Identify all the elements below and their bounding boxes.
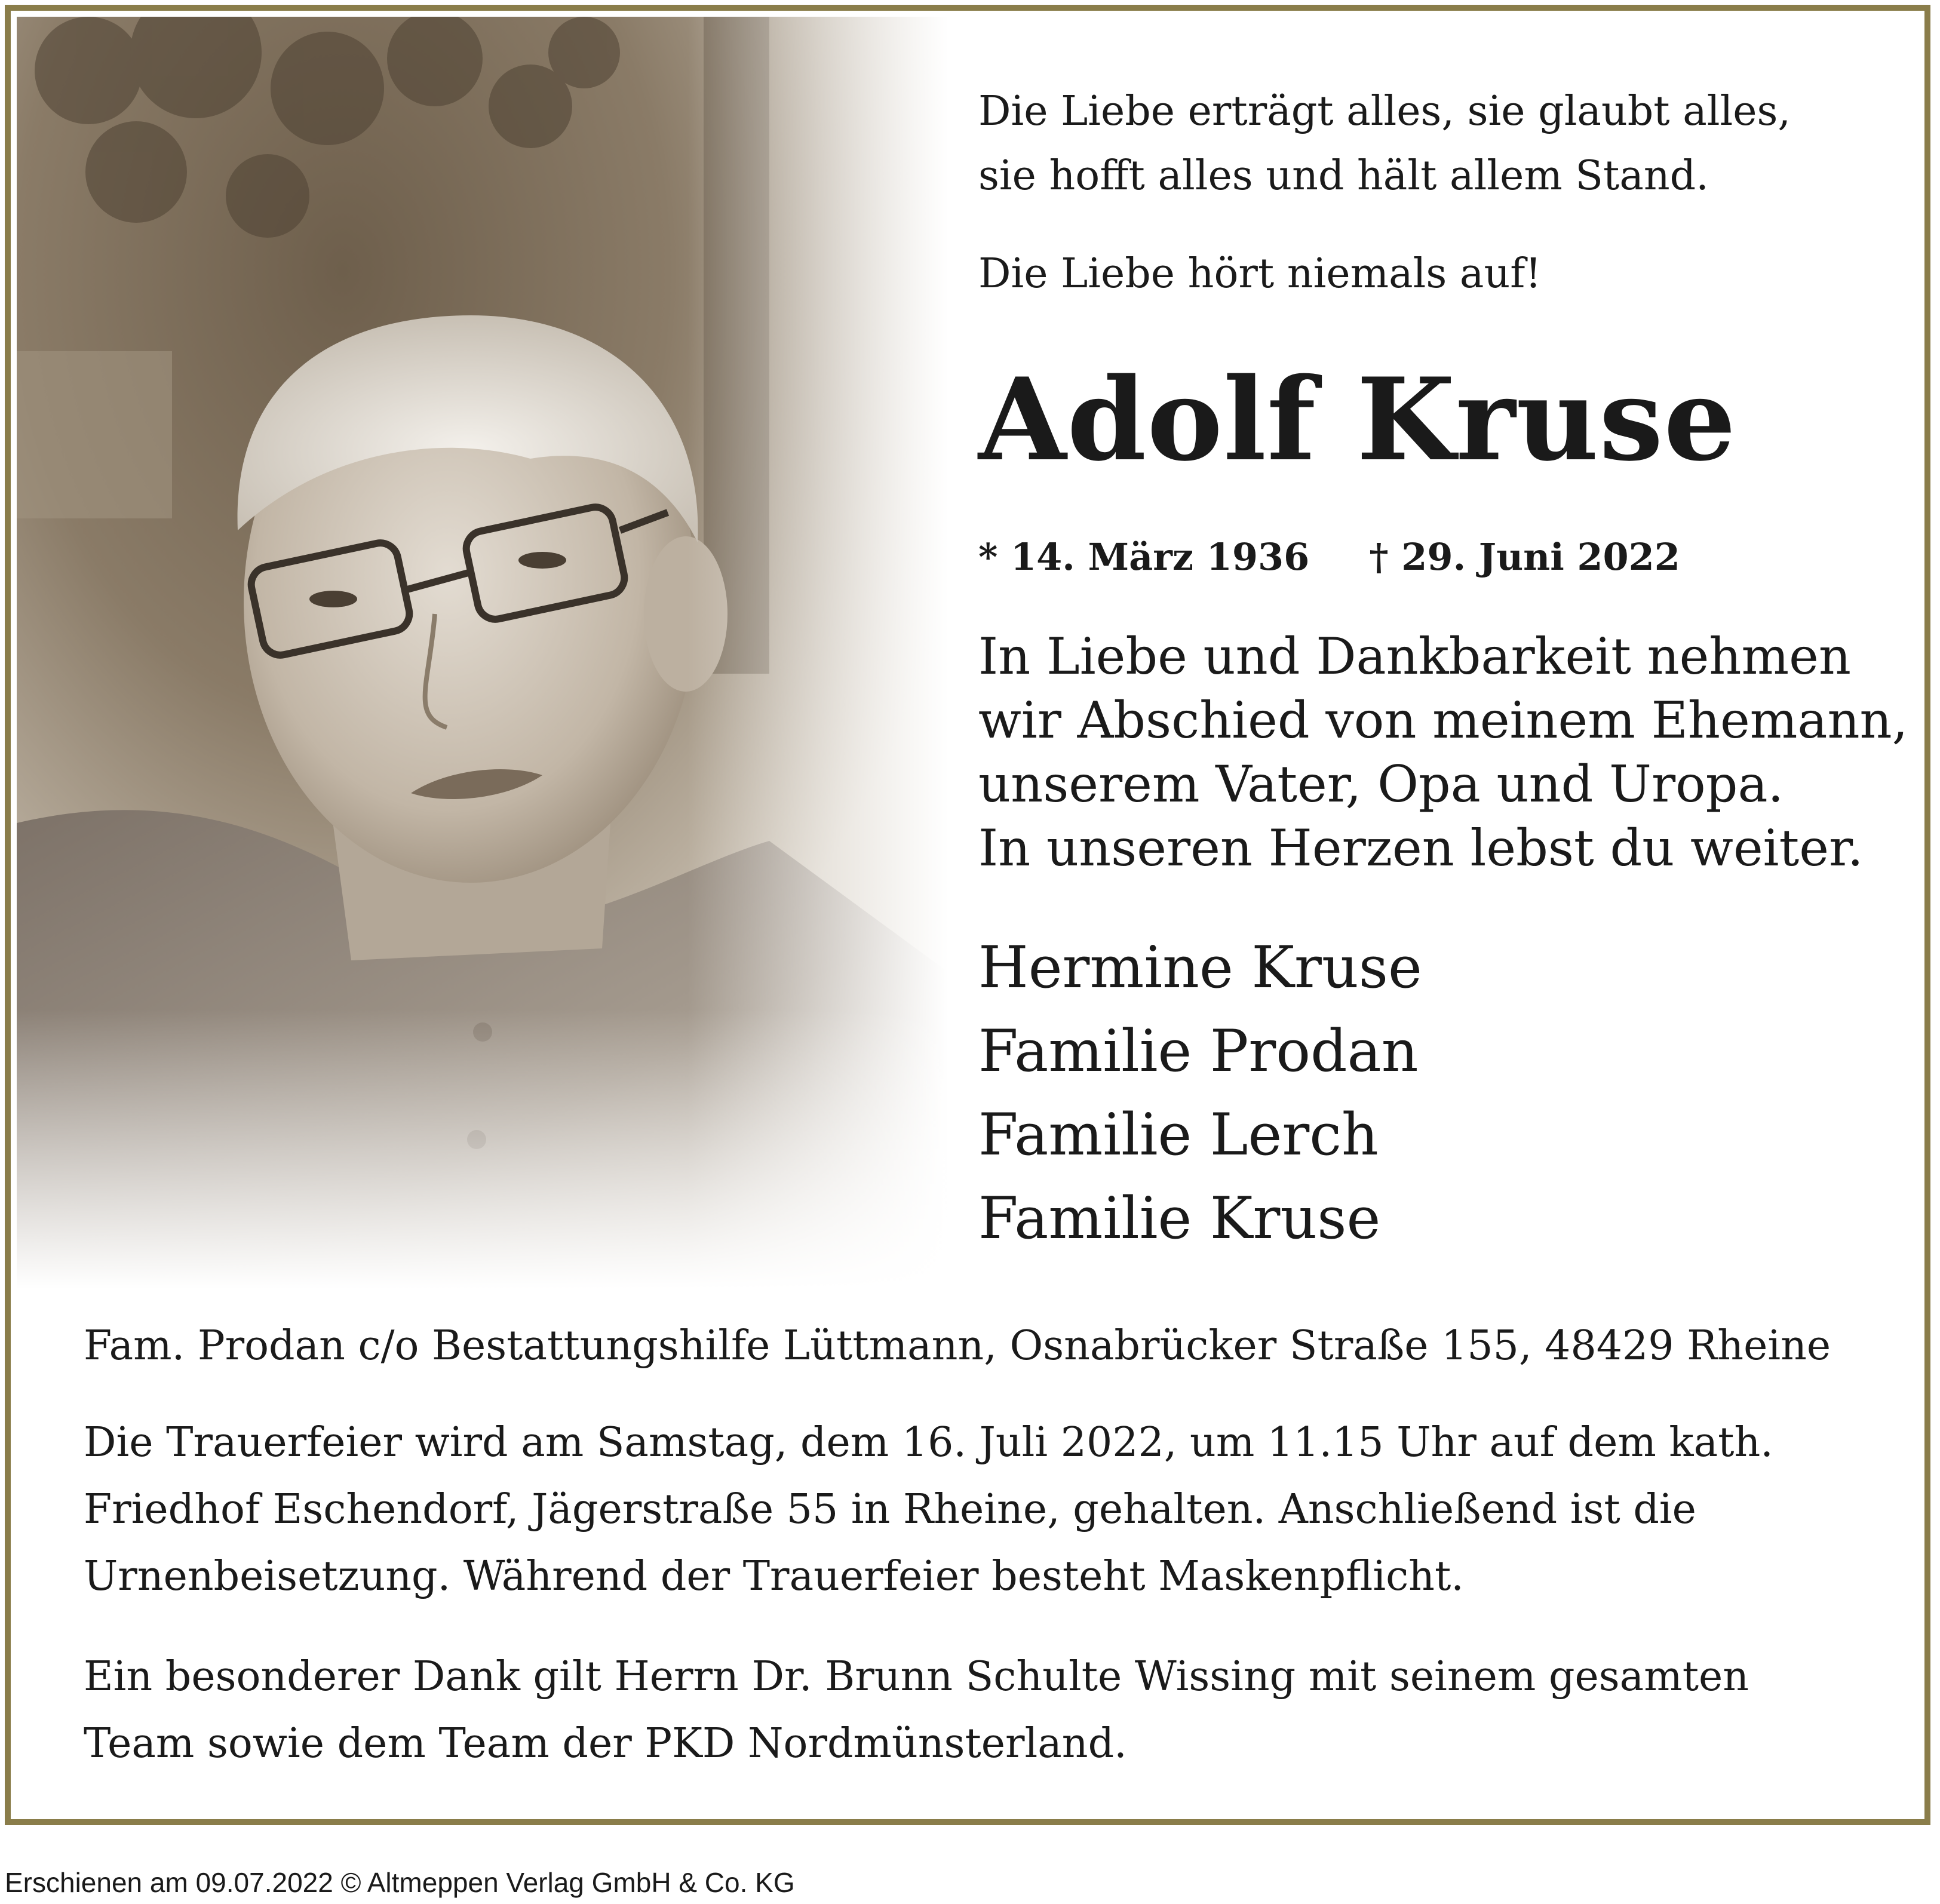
mourner-name: Familie Lerch	[978, 1101, 1379, 1168]
funeral-info	[84, 1409, 1899, 1610]
farewell-text	[978, 625, 1910, 880]
mourner-name: Hermine Kruse	[978, 934, 1422, 1001]
main-text-column	[978, 79, 1910, 1260]
contact-address: Fam. Prodan c/o Bestattungshilfe Lüttmann, Osnabrücker Straße 155, 48429 Rheine	[84, 1322, 1831, 1369]
mourners-list	[978, 926, 1910, 1260]
farewell-line: In Liebe und Dankbarkeit nehmen	[978, 627, 1851, 686]
publication-footer: Erschienen am 09.07.2022 © Altmeppen Verlag GmbH & Co. KG	[5, 1867, 795, 1898]
quote-line-3: Die Liebe hört niemals auf!	[978, 250, 1542, 297]
farewell-line: unserem Vater, Opa und Uropa.	[978, 755, 1784, 813]
quote-line-1: Die Liebe erträgt alles, sie glaubt alles,	[978, 88, 1791, 135]
quote-line-2: sie hofft alles und hält allem Stand.	[978, 152, 1709, 199]
farewell-line: In unseren Herzen lebst du weiter.	[978, 819, 1864, 877]
obituary-frame	[5, 5, 1930, 1825]
funeral-line: Friedhof Eschendorf, Jägerstraße 55 in Rheine, gehalten. Anschließend ist die	[84, 1486, 1696, 1533]
lower-text-block	[84, 1313, 1899, 1777]
thanks-line: Team sowie dem Team der PKD Nordmünsterland.	[84, 1720, 1127, 1767]
thanks-line: Ein besonderer Dank gilt Herrn Dr. Brunn Schulte Wissing mit seinem gesamten	[84, 1653, 1749, 1700]
portrait-photo	[17, 17, 948, 1289]
death-date: † 29. Juni 2022	[1369, 535, 1680, 579]
life-dates	[978, 536, 1910, 578]
birth-date: * 14. März 1936	[978, 535, 1310, 579]
thanks-text	[84, 1644, 1899, 1777]
funeral-line: Urnenbeisetzung. Während der Trauerfeier besteht Maskenpflicht.	[84, 1553, 1464, 1600]
mourner-name: Familie Prodan	[978, 1018, 1419, 1085]
bible-quote	[978, 79, 1910, 306]
funeral-line: Die Trauerfeier wird am Samstag, dem 16. Juli 2022, um 11.15 Uhr auf dem kath.	[84, 1419, 1773, 1466]
deceased-name: Adolf Kruse	[978, 353, 1737, 486]
mourner-name: Familie Kruse	[978, 1185, 1381, 1252]
farewell-line: wir Abschied von meinem Ehemann,	[978, 691, 1908, 750]
